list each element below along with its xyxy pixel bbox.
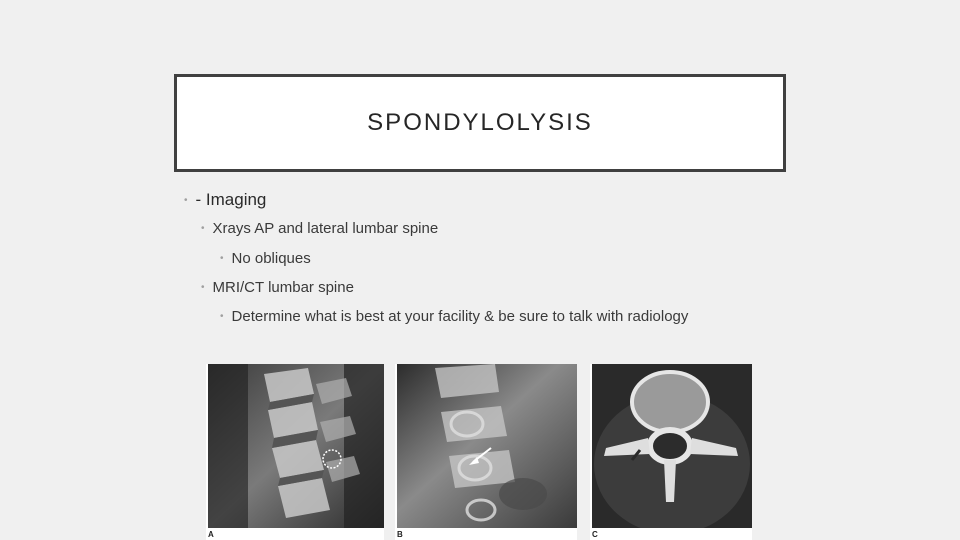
bullet-item	[201, 220, 438, 237]
bullet-item	[201, 279, 354, 296]
bullet-dot: •	[184, 195, 188, 206]
panel-label-b: B	[397, 530, 403, 539]
panel-label-c: C	[592, 530, 598, 539]
bullet-item	[220, 308, 688, 325]
slide-title: SPONDYLOLYSIS	[367, 109, 593, 136]
bullet-dot: •	[220, 311, 224, 322]
bullet-text: MRI/CT lumbar spine	[212, 279, 354, 296]
bullet-text: Determine what is best at your facility & be sure to talk with radiology	[231, 308, 689, 325]
bullet-item	[184, 190, 266, 210]
bullet-text: - Imaging	[195, 190, 267, 209]
xray-lateral-image	[206, 364, 384, 540]
bullet-item	[220, 250, 311, 267]
ct-axial-image	[590, 364, 752, 540]
bullet-text: Xrays AP and lateral lumbar spine	[212, 220, 439, 237]
bullet-dot: •	[201, 282, 205, 293]
bullet-dot: •	[201, 223, 205, 234]
title-box	[174, 74, 786, 172]
xray-oblique-image	[395, 364, 577, 540]
bullet-text: No obliques	[231, 250, 311, 267]
panel-label-a: A	[208, 530, 214, 539]
bullet-dot: •	[220, 253, 224, 264]
